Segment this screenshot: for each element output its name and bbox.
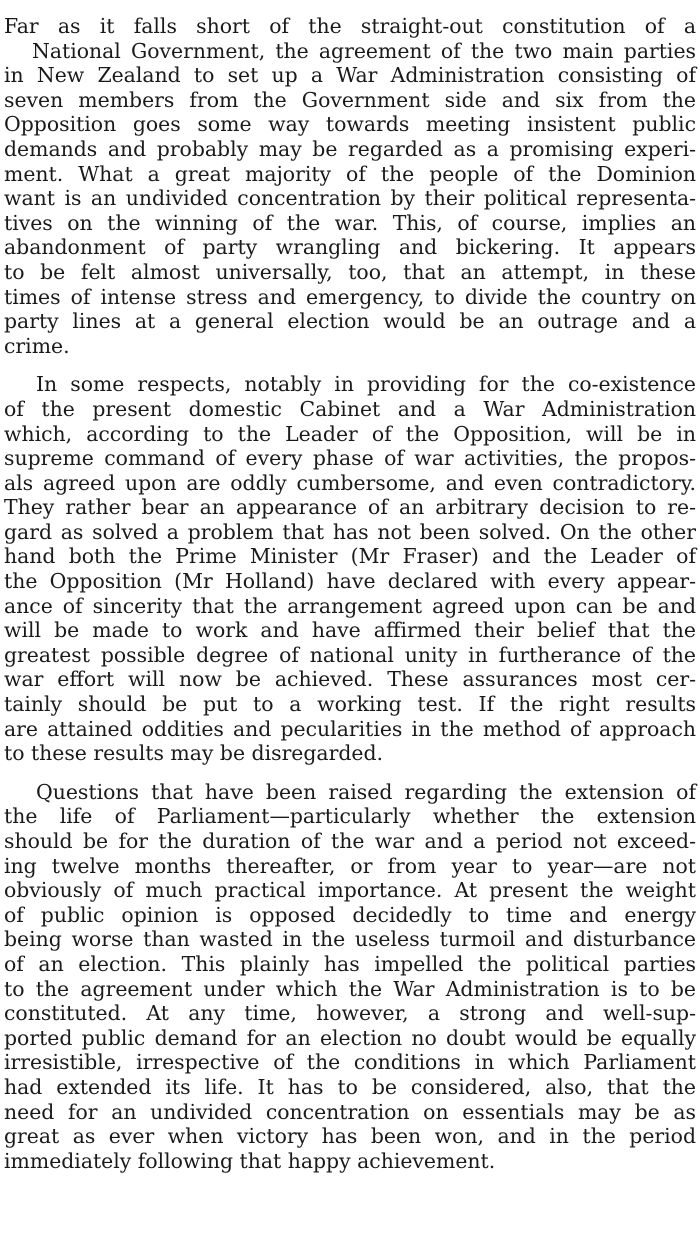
paragraph-2 xyxy=(4,372,696,766)
text-line: crime. xyxy=(4,333,70,358)
text-line: are attained oddities and pecularities in the method of approach xyxy=(4,716,696,741)
text-line: of public opinion is opposed decidedly to time and energy xyxy=(4,902,696,927)
text-line: of an election. This plainly has impelled the political parties xyxy=(4,951,696,976)
text-line: times of intense stress and emergency, to divide the country on xyxy=(4,284,696,309)
paragraph-1 xyxy=(4,14,696,358)
text-line: immediately following that happy achievement. xyxy=(4,1148,496,1173)
text-line: the Opposition (Mr Holland) have declared with every appear- xyxy=(4,569,696,594)
text-line: in New Zealand to set up a War Administration consisting of xyxy=(4,63,696,88)
text-line: will be made to work and have affirmed their belief that the xyxy=(4,618,696,643)
text-line: had extended its life. It has to be considered, also, that the xyxy=(4,1074,696,1099)
text-line: to be felt almost universally, too, that an attempt, in these xyxy=(4,259,696,284)
text-line: abandonment of party wrangling and bickering. It appears xyxy=(4,235,696,260)
text-line: greatest possible degree of national unity in furtherance of the xyxy=(4,642,696,667)
text-line: war effort will now be achieved. These assurances most cer- xyxy=(4,667,696,692)
text-line: should be for the duration of the war and a period not exceed- xyxy=(4,829,696,853)
text-line: great as ever when victory has been won, and in the period xyxy=(4,1124,696,1149)
text-line: supreme command of every phase of war activities, the propos- xyxy=(4,446,696,471)
text-line: National Government, the agreement of the two main parties xyxy=(32,38,696,63)
text-line: gard as solved a problem that has not been solved. On the other xyxy=(4,519,696,544)
text-line: obviously of much practical importance. At present the weight xyxy=(4,878,696,903)
text-line: party lines at a general election would be an outrage and a xyxy=(4,309,696,334)
text-line: demands and probably may be regarded as a promising experi- xyxy=(4,136,696,161)
text-line: of the present domestic Cabinet and a War Administration xyxy=(4,396,696,421)
text-line: irresistible, irrespective of the conditions in which Parliament xyxy=(4,1050,696,1075)
text-line: need for an undivided concentration on essentials may be as xyxy=(4,1099,696,1124)
text-line: seven members from the Government side and six from the xyxy=(4,87,696,112)
text-line: ing twelve months thereafter, or from year to year—are not xyxy=(4,853,696,878)
text-line: ance of sincerity that the arrangement agreed upon can be and xyxy=(4,593,696,618)
text-line: They rather bear an appearance of an arbitrary decision to re- xyxy=(4,495,696,520)
text-line: In some respects, notably in providing for the co-existence xyxy=(36,372,696,397)
text-line: tainly should be put to a working test. If the right results xyxy=(4,692,696,717)
text-line: tives on the winning of the war. This, of course, implies an xyxy=(4,210,696,235)
text-line: als agreed upon are oddly cumbersome, and even contradictory. xyxy=(4,470,696,495)
text-line: to these results may be disregarded. xyxy=(4,741,383,766)
text-line: ment. What a great majority of the people of the Dominion xyxy=(4,161,696,186)
text-line: ported public demand for an election no doubt would be equally xyxy=(4,1025,696,1050)
text-line: Opposition goes some way towards meeting insistent public xyxy=(4,112,696,137)
text-line: being worse than wasted in the useless turmoil and disturbance xyxy=(4,927,696,952)
text-line: Far as it falls short of the straight-out constitution of a xyxy=(4,14,696,38)
text-line: Questions that have been raised regarding the extension of xyxy=(36,779,696,804)
paragraph-3 xyxy=(4,780,696,1174)
text-line: to the agreement under which the War Administration is to be xyxy=(4,976,696,1001)
text-line: which, according to the Leader of the Opposition, will be in xyxy=(4,421,696,446)
text-line: want is an undivided concentration by their political representa- xyxy=(4,186,696,211)
text-line: the life of Parliament—particularly whether the extension xyxy=(4,804,696,829)
text-line: hand both the Prime Minister (Mr Fraser) and the Leader of xyxy=(4,544,696,569)
text-line: constituted. At any time, however, a strong and well-sup- xyxy=(4,1001,696,1026)
